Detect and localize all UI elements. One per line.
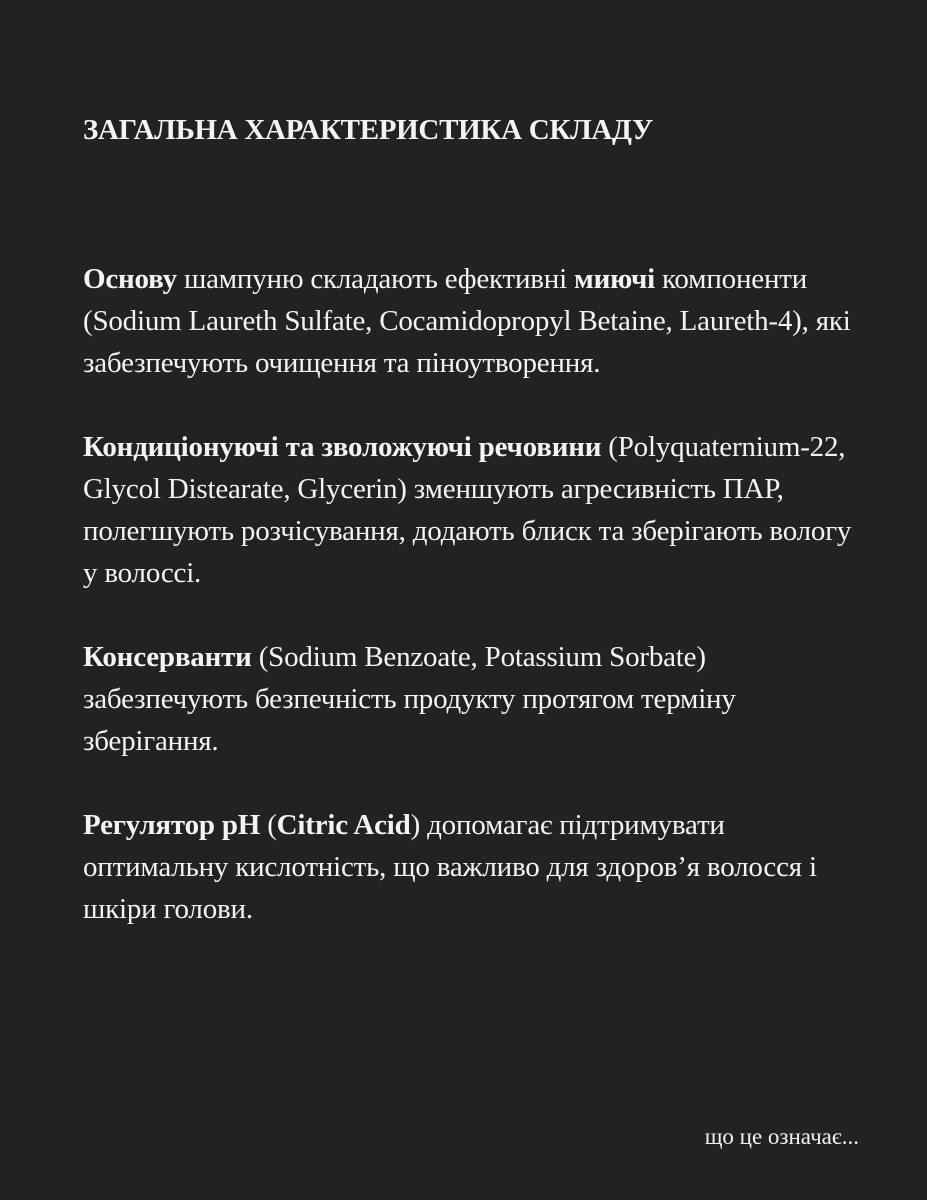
paragraph-text: ( xyxy=(260,809,277,841)
paragraph-conditioning xyxy=(83,426,863,594)
paragraph-ph xyxy=(83,804,863,930)
more-link[interactable]: що це означає... xyxy=(704,1124,859,1149)
paragraph-text: (Polyquaternium-22, Glycol Distearate, Glycerin) зменшують агресивність ПАР, полегшують розчісування, додають блиск та зберігають вологу у волоссі. xyxy=(83,431,852,589)
bold-term: Регулятор pH xyxy=(83,809,261,841)
bold-term: Консерванти xyxy=(83,641,252,673)
bold-term: Citric Acid xyxy=(276,809,411,841)
paragraph-preservatives xyxy=(83,636,863,762)
paragraph-text: шампуню складають ефективні xyxy=(176,263,575,295)
bold-term: Основу xyxy=(83,263,177,295)
paragraph-text: компоненти (Sodium Laureth Sulfate, Cocamidopropyl Betaine, Laureth-4), які забезпечують очищення та піноутворення. xyxy=(83,263,851,379)
bold-term: Кондиціонуючі та зволожуючі речовини xyxy=(83,431,602,463)
composition-text xyxy=(83,258,863,972)
page-title: ЗАГАЛЬНА ХАРАКТЕРИСТИКА СКЛАДУ xyxy=(83,114,654,146)
paragraph-text: (Sodium Benzoate, Potassium Sorbate) забезпечують безпечність продукту протягом терміну зберігання. xyxy=(83,641,736,757)
paragraph-base xyxy=(83,258,863,384)
bold-term: миючі xyxy=(574,263,655,295)
paragraph-text: ) допомагає підтримувати оптимальну кислотність, що важливо для здоров’я волосся і шкіри голови. xyxy=(83,809,817,925)
